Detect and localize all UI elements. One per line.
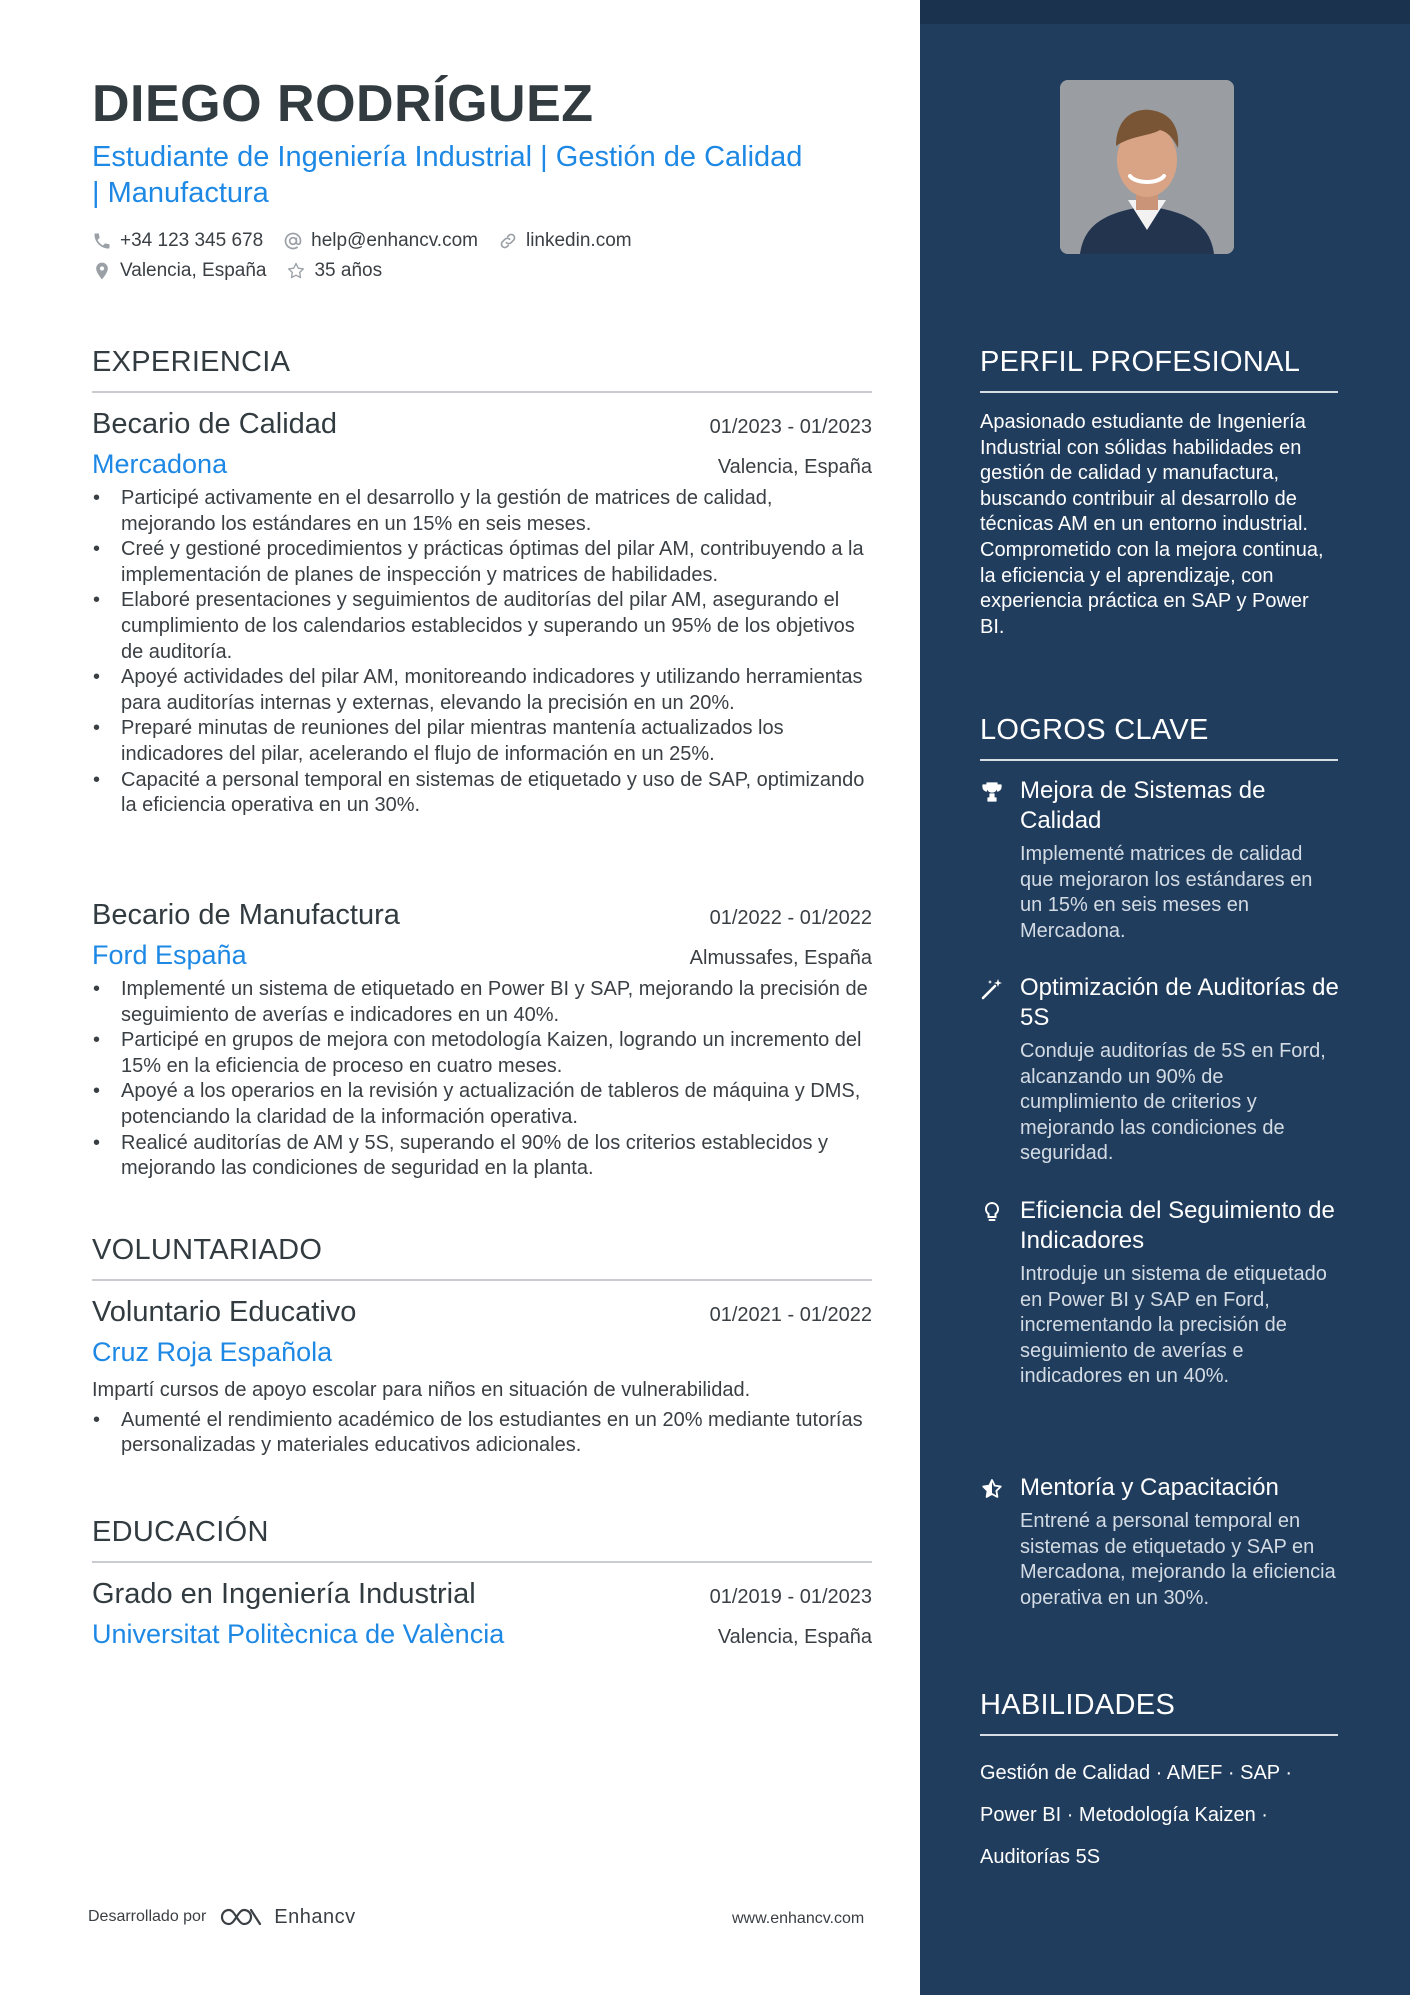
list-item: • Apoyé actividades del pilar AM, monitoreando indicadores y utilizando herramientas para auditorías internas y externas, elevando la precisión en un 20%. [92,665,872,716]
list-item: • Aumenté el rendimiento académico de los estudiantes en un 20% mediante tutorías personalizadas y materiales educativos adicionales. [92,1408,872,1459]
star-half-icon [980,1477,1004,1501]
sidebar-top-bar [920,0,1410,24]
education-location: Valencia, España [717,1626,872,1648]
brand-name: Enhancv [274,1905,356,1928]
enhancv-logo-icon [218,1905,266,1929]
email-item[interactable] [283,230,478,252]
experience-entry-1 [92,408,872,819]
school-name: Universitat Politècnica de València [92,1619,505,1649]
list-item: • Participé en grupos de mejora con metodología Kaizen, logrando un incremento del 15% en la eficiencia de proceso en cuatro meses. [92,1028,872,1079]
job-title: Becario de Calidad [92,408,338,440]
magic-wand-icon [980,977,1004,1001]
education-section-title: EDUCACIÓN [92,1516,872,1563]
bullet-list [92,1408,872,1459]
list-item: • Realicé auditorías de AM y 5S, superando el 90% de los criterios establecidos y mejorando las condiciones de seguridad en la planta. [92,1131,872,1182]
volunteer-section-title: VOLUNTARIADO [92,1234,872,1281]
education-date: 01/2019 - 01/2023 [709,1586,872,1608]
job-date: 01/2023 - 01/2023 [709,416,872,438]
achievement-description: Conduje auditorías de 5S en Ford, alcanzando un 90% de cumplimiento de criterios y mejorando las condiciones de seguridad. [1020,1040,1326,1165]
avatar [1060,80,1234,254]
job-location: Almussafes, España [689,947,872,969]
headline: Estudiante de Ingeniería Industrial | Gestión de Calidad | Manufactura [92,141,803,209]
degree-title: Grado en Ingeniería Industrial [92,1578,476,1610]
star-icon [286,261,306,281]
skills-line: Auditorías 5S [980,1846,1101,1868]
trophy-icon [980,780,1004,804]
profile-section-title: PERFIL PROFESIONAL [980,346,1338,393]
lightbulb-icon [980,1200,1004,1224]
powered-by-text: Desarrollado por [88,1908,207,1925]
company-name: Mercadona [92,449,228,479]
phone-text: +34 123 345 678 [120,230,264,251]
volunteer-entry [92,1296,872,1459]
email-text[interactable]: help@enhancv.com [311,230,478,251]
skills-section-title: HABILIDADES [980,1689,1338,1736]
contact-row-1 [92,230,652,252]
achievement-title: Mentoría y Capacitación [1020,1474,1279,1501]
achievement-item-4 [980,1473,1350,1611]
age-item [286,260,382,282]
at-icon [283,231,303,251]
organization-name: Cruz Roja Española [92,1337,333,1367]
linkedin-text[interactable]: linkedin.com [525,230,632,251]
profile-summary: Apasionado estudiante de Ingeniería Industrial con sólidas habilidades en gestión de calidad y manufactura, buscando contribuir al desarrollo de técnicas AM en un entorno industrial. Comprometido con la mejora continua, la eficiencia y el aprendizaje, con experiencia práctica en SAP y Power BI. [980,411,1324,638]
phone-icon [92,231,112,251]
skills-list [980,1752,1338,1878]
achievement-item-3 [980,1196,1350,1390]
education-entry [92,1578,872,1650]
achievement-title: Optimización de Auditorías de 5S [1020,974,1339,1031]
list-item: • Participé activamente en el desarrollo y la gestión de matrices de calidad, mejorando los estándares en un 15% en seis meses. [92,486,872,537]
experience-section-title: EXPERIENCIA [92,346,872,393]
achievement-title: Eficiencia del Seguimiento de Indicadores [1020,1197,1335,1254]
achievements-section-title: LOGROS CLAVE [980,714,1338,761]
volunteer-title: Voluntario Educativo [92,1296,357,1328]
age-text: 35 años [314,260,383,281]
achievement-description: Entrené a personal temporal en sistemas de etiquetado y SAP en Mercadona, mejorando la eficiencia operativa en un 30%. [1020,1510,1336,1609]
achievement-title: Mejora de Sistemas de Calidad [1020,777,1266,834]
profile-photo [1060,80,1234,254]
skills-line: Gestión de Calidad · AMEF · SAP · [980,1762,1292,1784]
job-title: Becario de Manufactura [92,899,400,931]
list-item: • Capacité a personal temporal en sistemas de etiquetado y uso de SAP, optimizando la eficiencia operativa en un 30%. [92,768,872,819]
list-item: • Elaboré presentaciones y seguimientos de auditorías del pilar AM, asegurando el cumplimiento de los calendarios establecidos y superando un 95% de los objetivos de auditoría. [92,588,872,665]
bullet-list [92,486,872,819]
company-name: Ford España [92,940,247,970]
candidate-name: DIEGO RODRÍGUEZ [92,75,594,133]
volunteer-description: Impartí cursos de apoyo escolar para niños en situación de vulnerabilidad. [92,1379,751,1401]
list-item: • Preparé minutas de reuniones del pilar mientras mantenía actualizados los indicadores del pilar, acelerando el flujo de información en un 25%. [92,716,872,767]
link-icon [498,231,518,251]
phone-item [92,230,263,252]
linkedin-item[interactable] [498,230,632,252]
bullet-list [92,977,872,1182]
achievement-item-1 [980,776,1350,944]
job-location: Valencia, España [717,456,872,478]
list-item: • Creé y gestioné procedimientos y prácticas óptimas del pilar AM, contribuyendo a la implementación de planes de inspección y matrices de habilidades. [92,537,872,588]
contact-row-2 [92,260,402,282]
location-text: Valencia, España [120,260,267,281]
experience-entry-2 [92,899,872,1182]
achievement-description: Introduje un sistema de etiquetado en Power BI y SAP en Ford, incrementando la precisión de seguimiento de averías e indicadores en un 40%. [1020,1263,1327,1388]
skills-line: Power BI · Metodología Kaizen · [980,1804,1268,1826]
achievement-description: Implementé matrices de calidad que mejoraron los estándares en un 15% en seis meses en Mercadona. [1020,843,1313,942]
footer-website[interactable]: www.enhancv.com [732,1910,865,1927]
achievement-item-2 [980,973,1350,1167]
volunteer-date: 01/2021 - 01/2022 [709,1304,872,1326]
list-item: • Implementé un sistema de etiquetado en Power BI y SAP, mejorando la precisión de seguimiento de averías e indicadores en un 40%. [92,977,872,1028]
job-date: 01/2022 - 01/2022 [709,907,872,929]
list-item: • Apoyé a los operarios en la revisión y actualización de tableros de máquina y DMS, potenciando la claridad de la información operativa. [92,1079,872,1130]
location-item [92,260,266,282]
location-pin-icon [92,261,112,281]
footer-branding [88,1905,356,1929]
